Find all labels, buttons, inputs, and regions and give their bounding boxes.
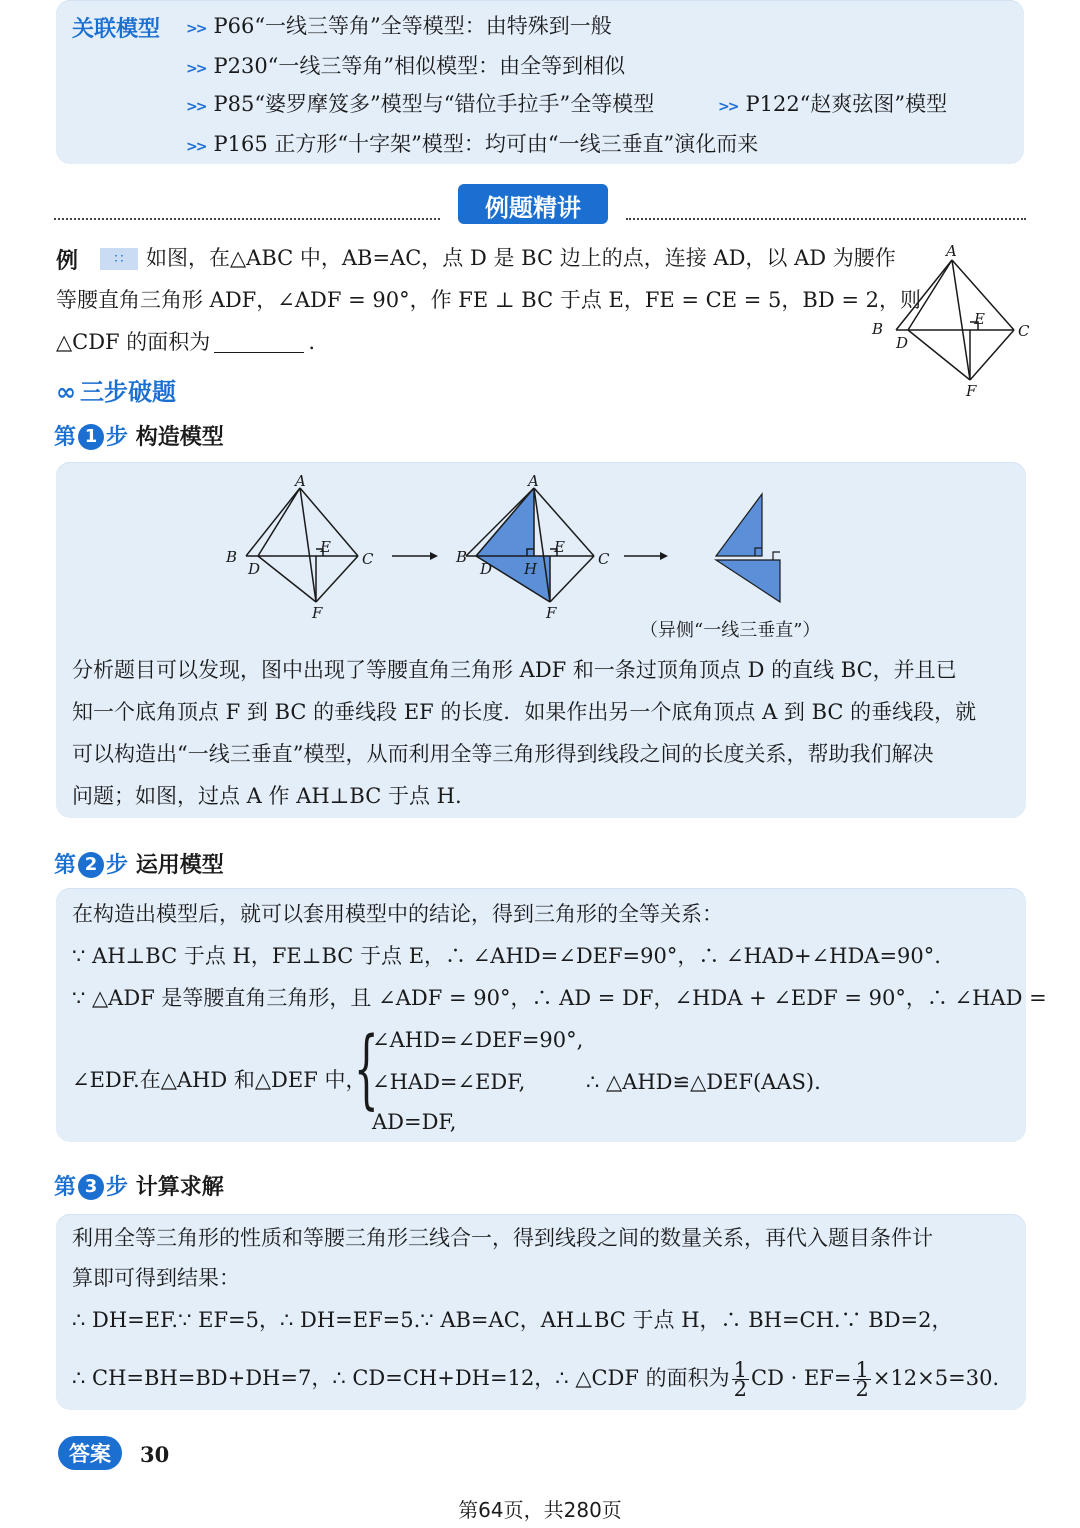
step-1-para-1: 分析题目可以发现，图中出现了等腰直角三角形 ADF 和一条过顶角顶点 D 的直线 BC，并且已 xyxy=(72,658,957,682)
svg-text:D: D xyxy=(248,560,261,578)
step-2-system-lead: ∠EDF.在△AHD 和△DEF 中， xyxy=(72,1068,367,1092)
link-icon: ∞ xyxy=(56,378,76,406)
double-arrow-icon: >> xyxy=(186,99,206,115)
svg-text:D: D xyxy=(480,560,493,578)
related-item-1: >> P66“一线三等角”全等模型：由特殊到一般 xyxy=(186,14,612,38)
step-3-line-1: 利用全等三角形的性质和等腰三角形三线合一，得到线段之间的数量关系，再代入题目条件计 xyxy=(72,1226,933,1250)
double-arrow-icon: >> xyxy=(186,21,206,37)
label-C: C xyxy=(1018,322,1030,340)
label-D: D xyxy=(896,334,909,352)
section-title: 例题精讲 xyxy=(485,194,581,222)
svg-text:F: F xyxy=(312,604,323,622)
svg-text:A: A xyxy=(295,474,306,490)
arrow-right-icon xyxy=(660,552,668,560)
svg-text:B: B xyxy=(456,548,468,566)
svg-text:E: E xyxy=(320,538,331,556)
step-1-caption: （异侧“一线三垂直”） xyxy=(640,620,821,641)
fraction-half: $\frac{1}{2}$ xyxy=(733,1358,748,1401)
label-F: F xyxy=(966,382,977,400)
double-arrow-icon: >> xyxy=(186,139,206,155)
svg-text:H: H xyxy=(524,560,538,578)
label-E: E xyxy=(974,310,985,328)
step-1-para-3: 可以构造出“一线三垂直”模型，从而利用全等三角形得到线段之间的长度关系，帮助我们解决 xyxy=(72,742,934,766)
step-3-line-2: 算即可得到结果： xyxy=(72,1266,240,1290)
related-models-label: 关联模型 xyxy=(72,17,161,42)
step-1-para-2: 知一个底角顶点 F 到 BC 的垂线段 EF 的长度．如果作出另一个底角顶点 A 到 BC 的垂线段，就 xyxy=(72,700,977,724)
example-line-1: 如图，在△ABC 中，AB=AC，点 D 是 BC 边上的点，连接 AD，以 AD 为腰作 xyxy=(146,246,896,270)
related-item-5: >> P165 正方形“十字架”模型：均可由“一线三垂直”演化而来 xyxy=(186,132,759,156)
step-1-para-4: 问题；如图，过点 A 作 AH⊥BC 于点 H. xyxy=(72,784,462,808)
example-label: 例 xyxy=(56,249,79,274)
step-2-line-3: ∵ △ADF 是等腰直角三角形，且 ∠ADF = 90°，∴ AD = DF，∠HDA + ∠EDF = 90°，∴ ∠HAD = xyxy=(72,986,1047,1010)
label-B: B xyxy=(872,320,884,338)
related-item-4: >> P122“赵爽弦图”模型 xyxy=(718,92,948,116)
page-info: 第64页，共280页 xyxy=(458,1498,622,1522)
step-2-system-result: ∴ △AHD≌△DEF(AAS). xyxy=(586,1070,821,1094)
double-arrow-icon: >> xyxy=(186,61,206,77)
example-figure xyxy=(866,244,1036,404)
section-divider-left xyxy=(54,218,440,220)
answer-blank xyxy=(214,332,304,353)
arrow-right-icon xyxy=(430,552,438,560)
related-item-2: >> P230“一线三等角”相似模型：由全等到相似 xyxy=(186,54,626,78)
svg-text:C: C xyxy=(598,550,610,568)
example-line-3: △CDF 的面积为 . xyxy=(56,330,315,354)
example-icon: ∷ xyxy=(100,248,138,270)
three-steps-title: ∞ 三步破题 xyxy=(56,378,176,406)
step-2-line-1: 在构造出模型后，就可以套用模型中的结论，得到三角形的全等关系： xyxy=(72,902,723,926)
section-divider-right xyxy=(626,218,1026,220)
answer-label: 答案 xyxy=(69,1442,111,1466)
step-3-line-4: ∴ CH=BH=BD+DH=7，∴ CD=CH+DH=12，∴ △CDF 的面积为 $\frac{1}{2}$ CD · EF= $\frac{1}{2}$ ×12×5=30. xyxy=(72,1358,1000,1401)
step-3-line-3: ∴ DH=EF.∵ EF=5，∴ DH=EF=5.∵ AB=AC，AH⊥BC 于点 H，∴ BH=CH.∵ BD=2， xyxy=(72,1308,953,1332)
svg-text:C: C xyxy=(362,550,374,568)
step-2-title: 第 2 步 运用模型 xyxy=(54,853,224,878)
example-line-2: 等腰直角三角形 ADF，∠ADF = 90°，作 FE ⊥ BC 于点 E，FE = CE = 5，BD = 2，则 xyxy=(56,288,921,312)
related-item-3: >> P85“婆罗摩笈多”模型与“错位手拉手”全等模型 xyxy=(186,92,655,116)
step-2-system-3: AD=DF, xyxy=(372,1110,457,1134)
step-1-title: 第 1 步 构造模型 xyxy=(54,425,224,450)
fraction-half: $\frac{1}{2}$ xyxy=(855,1358,869,1401)
step-2-system-2: ∠HAD=∠EDF, xyxy=(372,1070,526,1094)
step-3-title: 第 3 步 计算求解 xyxy=(54,1175,224,1200)
double-arrow-icon: >> xyxy=(718,99,738,115)
step-2-system-1: ∠AHD=∠DEF=90°, xyxy=(372,1028,584,1052)
page-number: 30 xyxy=(140,1442,170,1467)
svg-text:E: E xyxy=(554,538,565,556)
label-A: A xyxy=(946,244,957,260)
left-brace: { xyxy=(354,1019,379,1119)
step-2-line-2: ∵ AH⊥BC 于点 H，FE⊥BC 于点 E，∴ ∠AHD=∠DEF=90°，∴ ∠HAD+∠HDA=90°. xyxy=(72,944,941,968)
svg-text:F: F xyxy=(546,604,557,622)
svg-text:B: B xyxy=(226,548,238,566)
svg-text:A: A xyxy=(528,474,539,490)
